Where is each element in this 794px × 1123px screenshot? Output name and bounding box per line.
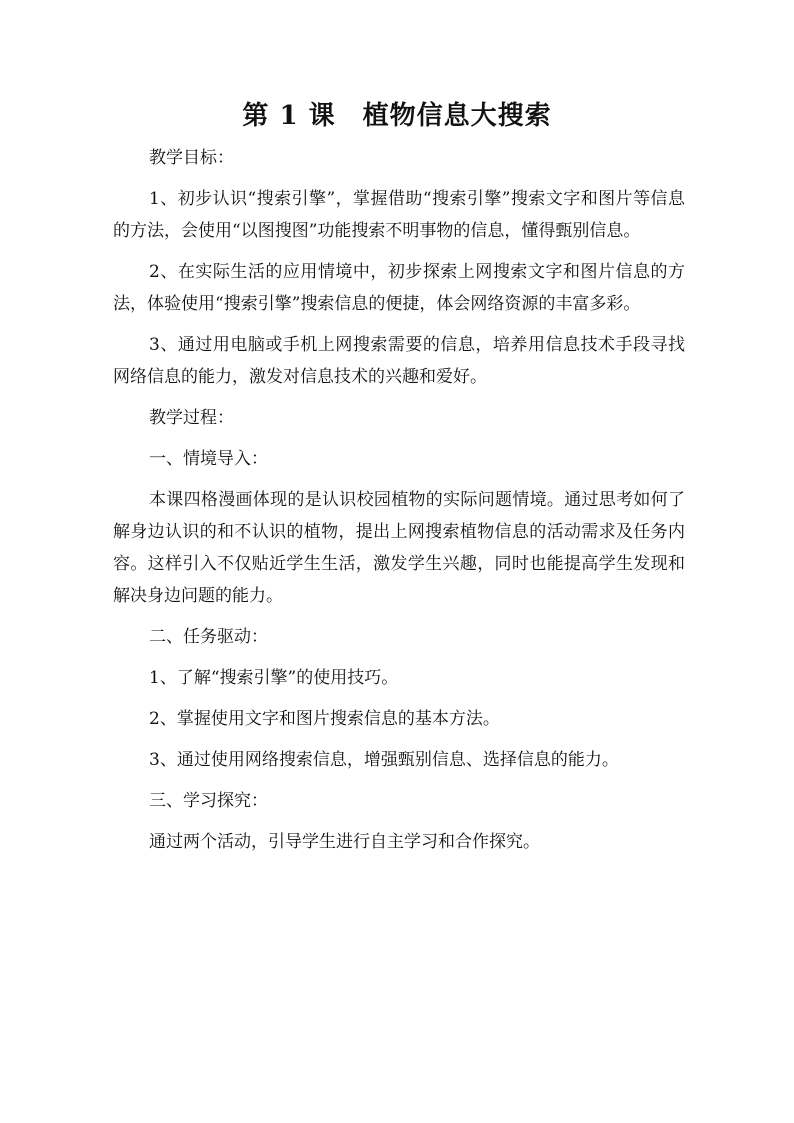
section-3-paragraph: 通过两个活动，引导学生进行自主学习和合作探究。 — [149, 832, 540, 852]
section-1-heading: 一、情境导入： — [149, 449, 268, 469]
heading-teaching-objectives: 教学目标： — [149, 148, 234, 168]
task-2: 2、掌握使用文字和图片搜索信息的基本方法。 — [149, 709, 500, 729]
task-1: 1、了解“搜索引擎”的使用技巧。 — [149, 668, 399, 688]
objective-1: 1、初步认识“搜索引擎”，掌握借助“搜索引擎”搜索文字和图片等信息的方法，会使用“以图搜图”功能搜索不明事物的信息，懂得甄别信息。 — [113, 189, 685, 241]
document-title: 第 1 课 植物信息大搜索 — [242, 101, 552, 131]
section-1-paragraph: 本课四格漫画体现的是认识校园植物的实际问题情境。通过思考如何了解身边认识的和不认识的植物，提出上网搜索植物信息的活动需求及任务内容。这样引入不仅贴近学生生活，激发学生兴趣，同时也能提高学生发现和解决身边问题的能力。 — [113, 490, 685, 606]
heading-teaching-process: 教学过程： — [149, 408, 234, 428]
task-3: 3、通过使用网络搜索信息，增强甄别信息、选择信息的能力。 — [149, 750, 619, 770]
document-body — [113, 142, 685, 867]
objective-3: 3、通过用电脑或手机上网搜索需要的信息，培养用信息技术手段寻找网络信息的能力，激发对信息技术的兴趣和爱好。 — [113, 335, 685, 387]
section-2-heading: 二、任务驱动： — [149, 627, 268, 647]
objective-2: 2、在实际生活的应用情境中，初步探索上网搜索文字和图片信息的方法，体验使用“搜索引擎”搜索信息的便捷，体会网络资源的丰富多彩。 — [113, 262, 685, 314]
section-3-heading: 三、学习探究： — [149, 791, 268, 811]
